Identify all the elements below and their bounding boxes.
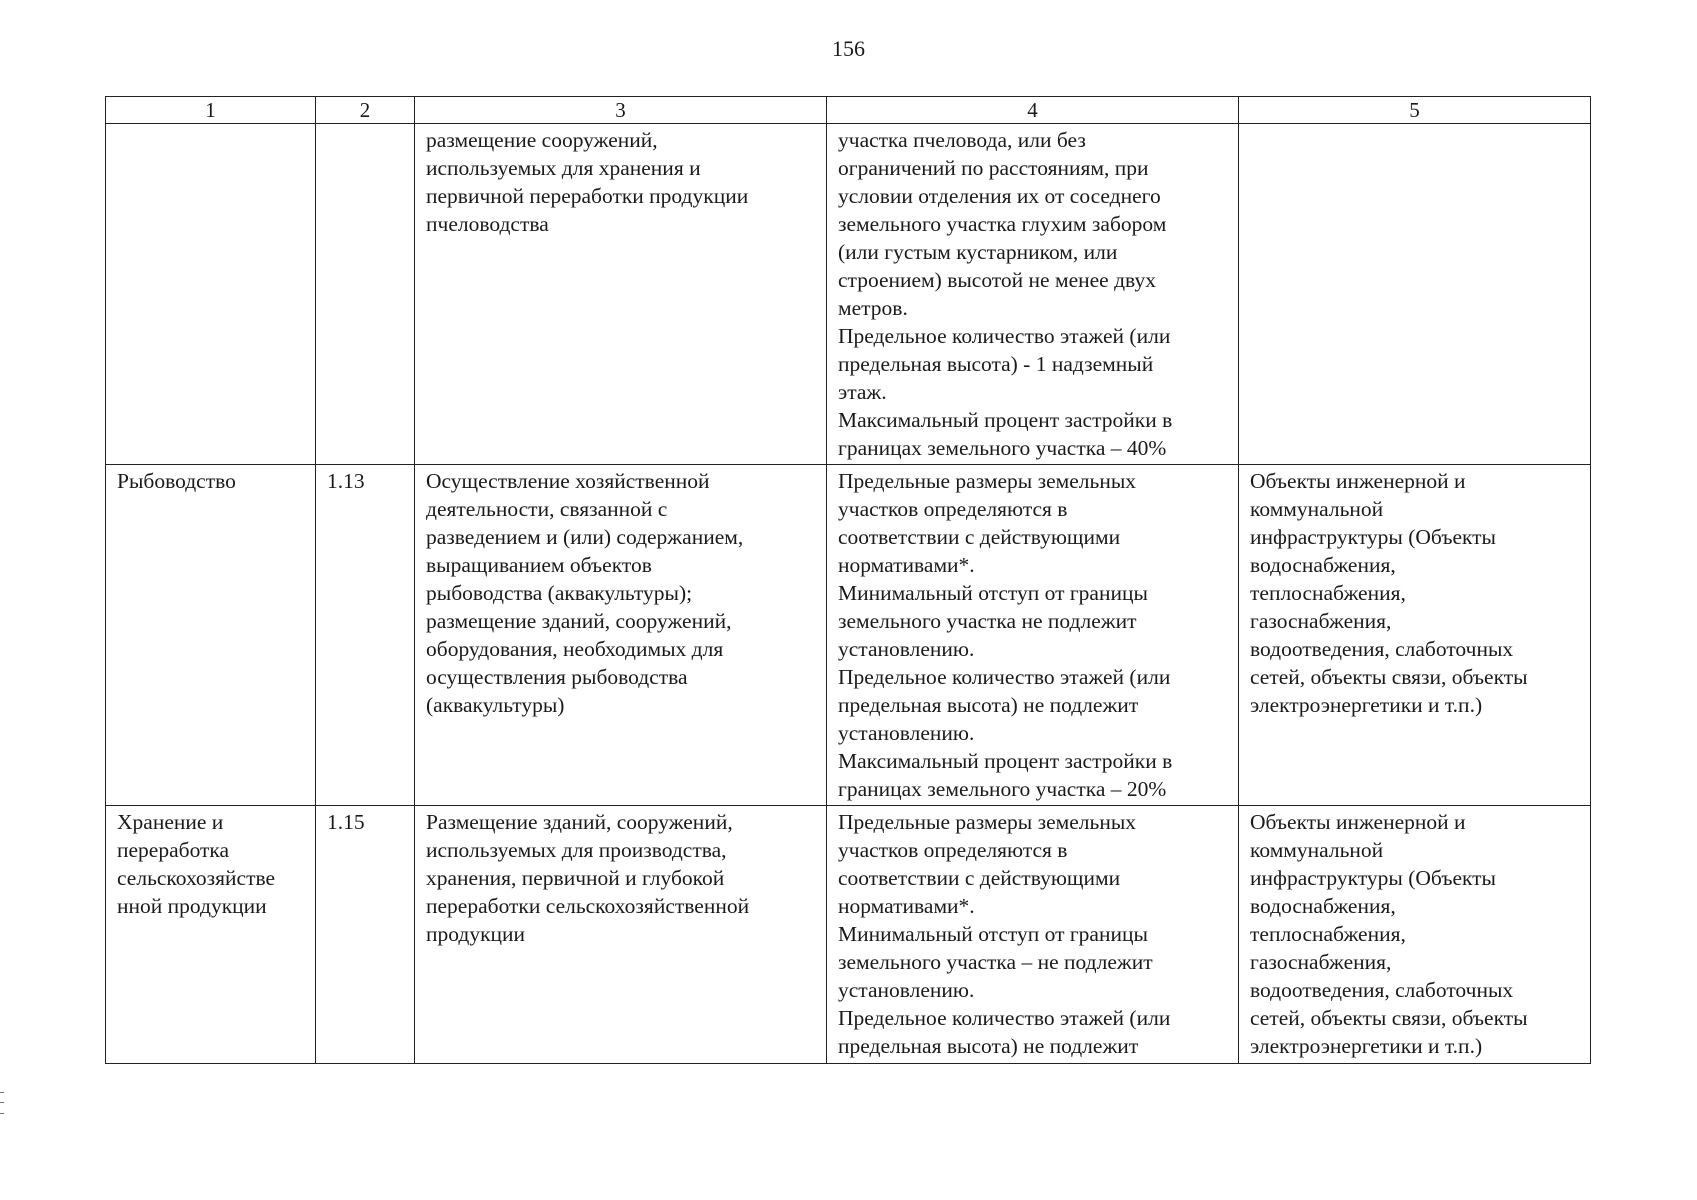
use-name-cell bbox=[106, 806, 316, 1064]
scan-artifact-mark bbox=[0, 1092, 4, 1114]
parameter-line: условии отделения их от соседнего bbox=[838, 184, 1161, 208]
column-header-4: 4 bbox=[827, 97, 1239, 124]
header-row bbox=[106, 97, 1591, 124]
parameter-line: земельного участка – не подлежит bbox=[838, 950, 1153, 974]
related-objects-cell bbox=[1239, 465, 1591, 806]
parameter-line: нормативами*. bbox=[838, 553, 975, 577]
parameters-cell bbox=[827, 124, 1239, 465]
parameter-line: земельного участка не подлежит bbox=[838, 609, 1137, 633]
use-description-cell bbox=[415, 124, 827, 465]
parameter-line: нормативами*. bbox=[838, 894, 975, 918]
parameter-line: участка пчеловода, или без bbox=[838, 128, 1086, 152]
column-header-3: 3 bbox=[415, 97, 827, 124]
related-objects-cell bbox=[1239, 124, 1591, 465]
use-description-cell bbox=[415, 465, 827, 806]
related-line: газоснабжения, bbox=[1250, 950, 1392, 974]
related-line: коммунальной bbox=[1250, 497, 1384, 521]
related-line: водоотведения, слаботочных bbox=[1250, 637, 1514, 661]
column-header-1: 1 bbox=[106, 97, 316, 124]
related-line: водоснабжения, bbox=[1250, 894, 1396, 918]
parameter-line: предельная высота) не подлежит bbox=[838, 693, 1139, 717]
parameter-line: ограничений по расстояниям, при bbox=[838, 156, 1149, 180]
description-line: переработки сельскохозяйственной bbox=[426, 894, 750, 918]
parameter-line: Предельные размеры земельных bbox=[838, 469, 1137, 493]
related-line: инфраструктуры (Объекты bbox=[1250, 866, 1497, 890]
related-objects-cell bbox=[1239, 806, 1591, 1064]
parameter-line: Предельное количество этажей (или bbox=[838, 1006, 1171, 1030]
parameter-line: установлению. bbox=[838, 978, 975, 1002]
use-code-cell bbox=[316, 124, 415, 465]
column-header-5: 5 bbox=[1239, 97, 1591, 124]
parameter-line: этаж. bbox=[838, 380, 887, 404]
use-name-line: переработка bbox=[117, 838, 230, 862]
related-line: сетей, объекты связи, объекты bbox=[1250, 665, 1528, 689]
description-line: рыбоводства (аквакультуры); bbox=[426, 581, 693, 605]
parameter-line: метров. bbox=[838, 296, 908, 320]
use-name-line: Хранение и bbox=[117, 810, 224, 834]
parameter-line: соответствии с действующими bbox=[838, 866, 1121, 890]
related-line: водоснабжения, bbox=[1250, 553, 1396, 577]
parameter-line: (или густым кустарником, или bbox=[838, 240, 1118, 264]
description-line: деятельности, связанной с bbox=[426, 497, 668, 521]
related-line: теплоснабжения, bbox=[1250, 581, 1406, 605]
description-line: продукции bbox=[426, 922, 526, 946]
land-use-table bbox=[105, 96, 1591, 1064]
use-description-cell bbox=[415, 806, 827, 1064]
page-number: 156 bbox=[832, 36, 865, 61]
parameter-line: соответствии с действующими bbox=[838, 525, 1121, 549]
related-line: Объекты инженерной и bbox=[1250, 810, 1466, 834]
description-line: пчеловодства bbox=[426, 212, 549, 236]
description-line: размещение сооружений, bbox=[426, 128, 658, 152]
related-line: сетей, объекты связи, объекты bbox=[1250, 1006, 1528, 1030]
description-line: размещение зданий, сооружений, bbox=[426, 609, 732, 633]
parameter-line: границах земельного участка – 20% bbox=[838, 777, 1167, 801]
description-line: первичной переработки продукции bbox=[426, 184, 749, 208]
parameter-line: строением) высотой не менее двух bbox=[838, 268, 1156, 292]
related-line: коммунальной bbox=[1250, 838, 1384, 862]
table-row bbox=[106, 806, 1591, 1064]
description-line: выращиванием объектов bbox=[426, 553, 652, 577]
parameter-line: земельного участка глухим забором bbox=[838, 212, 1167, 236]
parameter-line: Минимальный отступ от границы bbox=[838, 581, 1148, 605]
table-row bbox=[106, 124, 1591, 465]
use-name-line: сельскохозяйстве bbox=[117, 866, 276, 890]
parameter-line: установлению. bbox=[838, 721, 975, 745]
use-name-line: нной продукции bbox=[117, 894, 267, 918]
description-line: (аквакультуры) bbox=[426, 693, 565, 717]
parameter-line: Предельные размеры земельных bbox=[838, 810, 1137, 834]
parameter-line: установлению. bbox=[838, 637, 975, 661]
description-line: Осуществление хозяйственной bbox=[426, 469, 710, 493]
related-line: теплоснабжения, bbox=[1250, 922, 1406, 946]
parameter-line: предельная высота) - 1 надземный bbox=[838, 352, 1154, 376]
description-line: используемых для хранения и bbox=[426, 156, 701, 180]
table-row bbox=[106, 465, 1591, 806]
parameter-line: Минимальный отступ от границы bbox=[838, 922, 1148, 946]
use-name-cell: Рыбоводство bbox=[106, 465, 316, 806]
description-line: используемых для производства, bbox=[426, 838, 727, 862]
related-line: инфраструктуры (Объекты bbox=[1250, 525, 1497, 549]
table-header bbox=[106, 97, 1591, 124]
parameter-line: участков определяются в bbox=[838, 838, 1068, 862]
use-code-cell: 1.13 bbox=[316, 465, 415, 806]
parameter-line: Максимальный процент застройки в bbox=[838, 749, 1173, 773]
parameter-line: Предельное количество этажей (или bbox=[838, 665, 1171, 689]
parameter-line: участков определяются в bbox=[838, 497, 1068, 521]
parameters-cell bbox=[827, 465, 1239, 806]
parameter-line: предельная высота) не подлежит bbox=[838, 1034, 1139, 1058]
related-line: Объекты инженерной и bbox=[1250, 469, 1466, 493]
description-line: осуществления рыбоводства bbox=[426, 665, 688, 689]
related-line: газоснабжения, bbox=[1250, 609, 1392, 633]
description-line: хранения, первичной и глубокой bbox=[426, 866, 725, 890]
related-line: электроэнергетики и т.п.) bbox=[1250, 1034, 1483, 1058]
use-name-cell bbox=[106, 124, 316, 465]
related-line: электроэнергетики и т.п.) bbox=[1250, 693, 1483, 717]
description-line: оборудования, необходимых для bbox=[426, 637, 724, 661]
description-line: Размещение зданий, сооружений, bbox=[426, 810, 733, 834]
parameters-cell bbox=[827, 806, 1239, 1064]
description-line: разведением и (или) содержанием, bbox=[426, 525, 744, 549]
column-header-2: 2 bbox=[316, 97, 415, 124]
parameter-line: границах земельного участка – 40% bbox=[838, 436, 1167, 460]
use-code-cell: 1.15 bbox=[316, 806, 415, 1064]
parameter-line: Максимальный процент застройки в bbox=[838, 408, 1173, 432]
related-line: водоотведения, слаботочных bbox=[1250, 978, 1514, 1002]
parameter-line: Предельное количество этажей (или bbox=[838, 324, 1171, 348]
